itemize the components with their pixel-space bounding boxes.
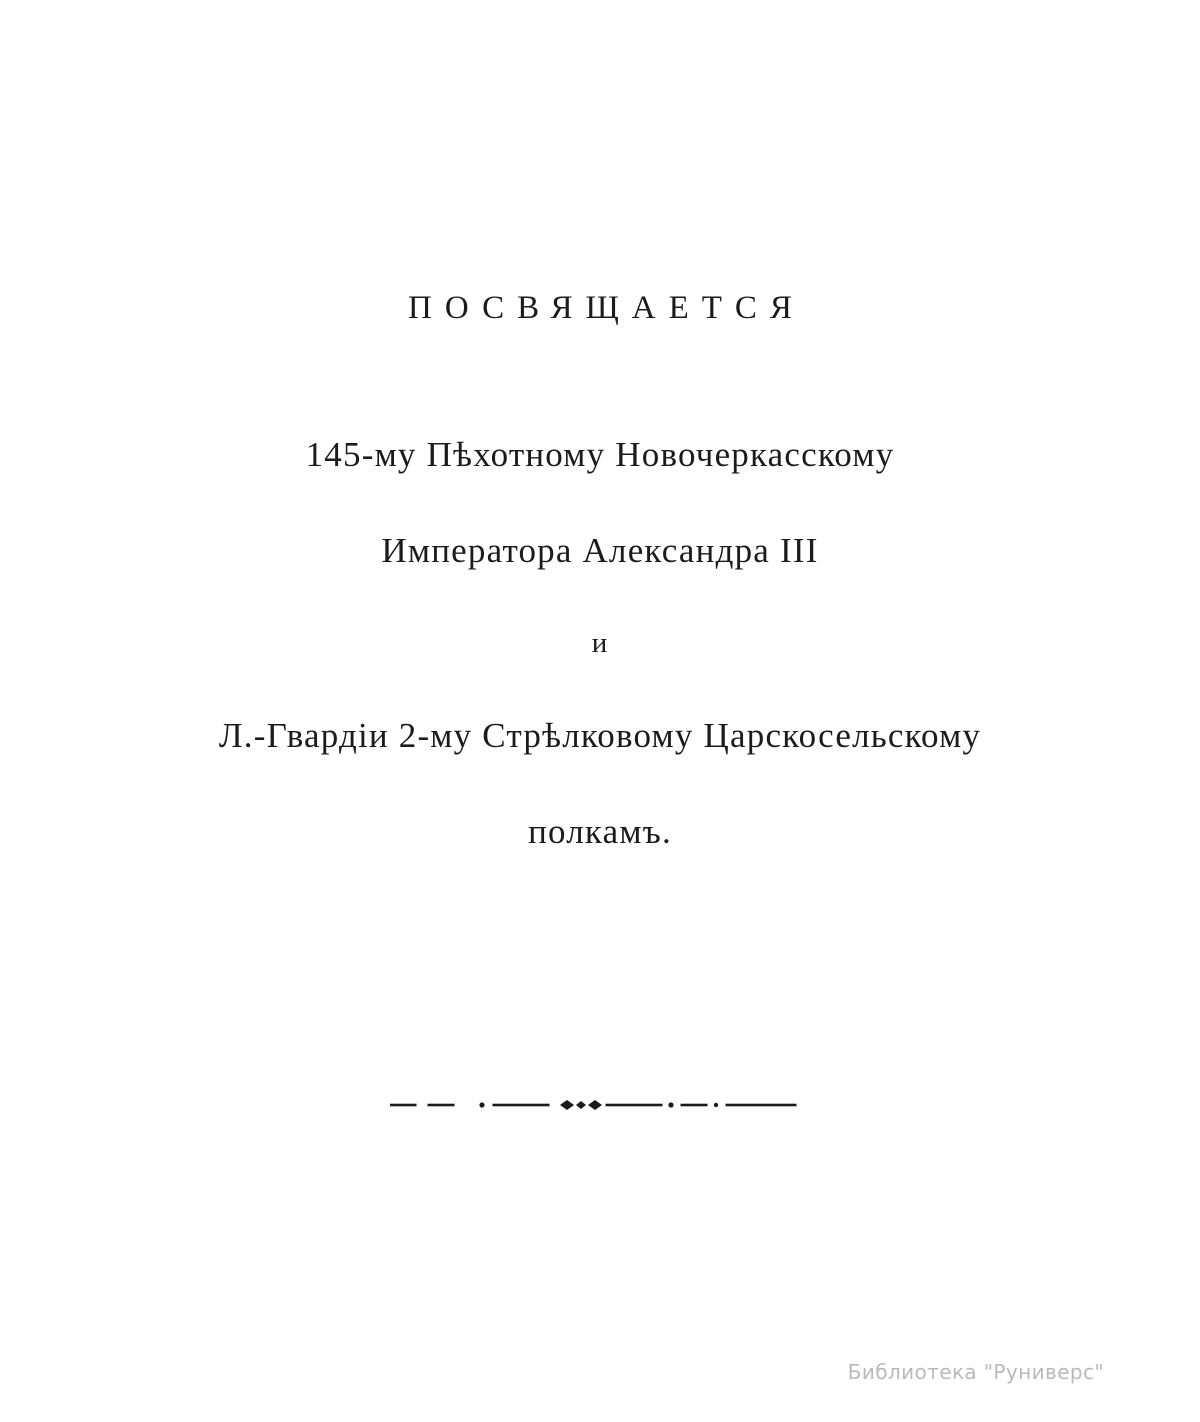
page-title: ПОСВЯЩАЕТСЯ bbox=[408, 290, 805, 326]
dedication-line-3: и bbox=[591, 627, 609, 659]
dedication-line-5: полкамъ. bbox=[528, 812, 672, 851]
dedication-text bbox=[0, 435, 1200, 852]
ornament-divider bbox=[0, 1075, 1200, 1135]
dedication-line-2: Императора Александра III bbox=[381, 531, 819, 570]
watermark-label: Библиотека "Руниверс" bbox=[847, 1360, 1104, 1384]
dedication-line-4: Л.-Гвардіи 2-му Стрѣлковому Царскосельскому bbox=[218, 716, 982, 755]
dedication-line-1: 145-му Пѣхотному Новочеркасскому bbox=[305, 435, 895, 474]
